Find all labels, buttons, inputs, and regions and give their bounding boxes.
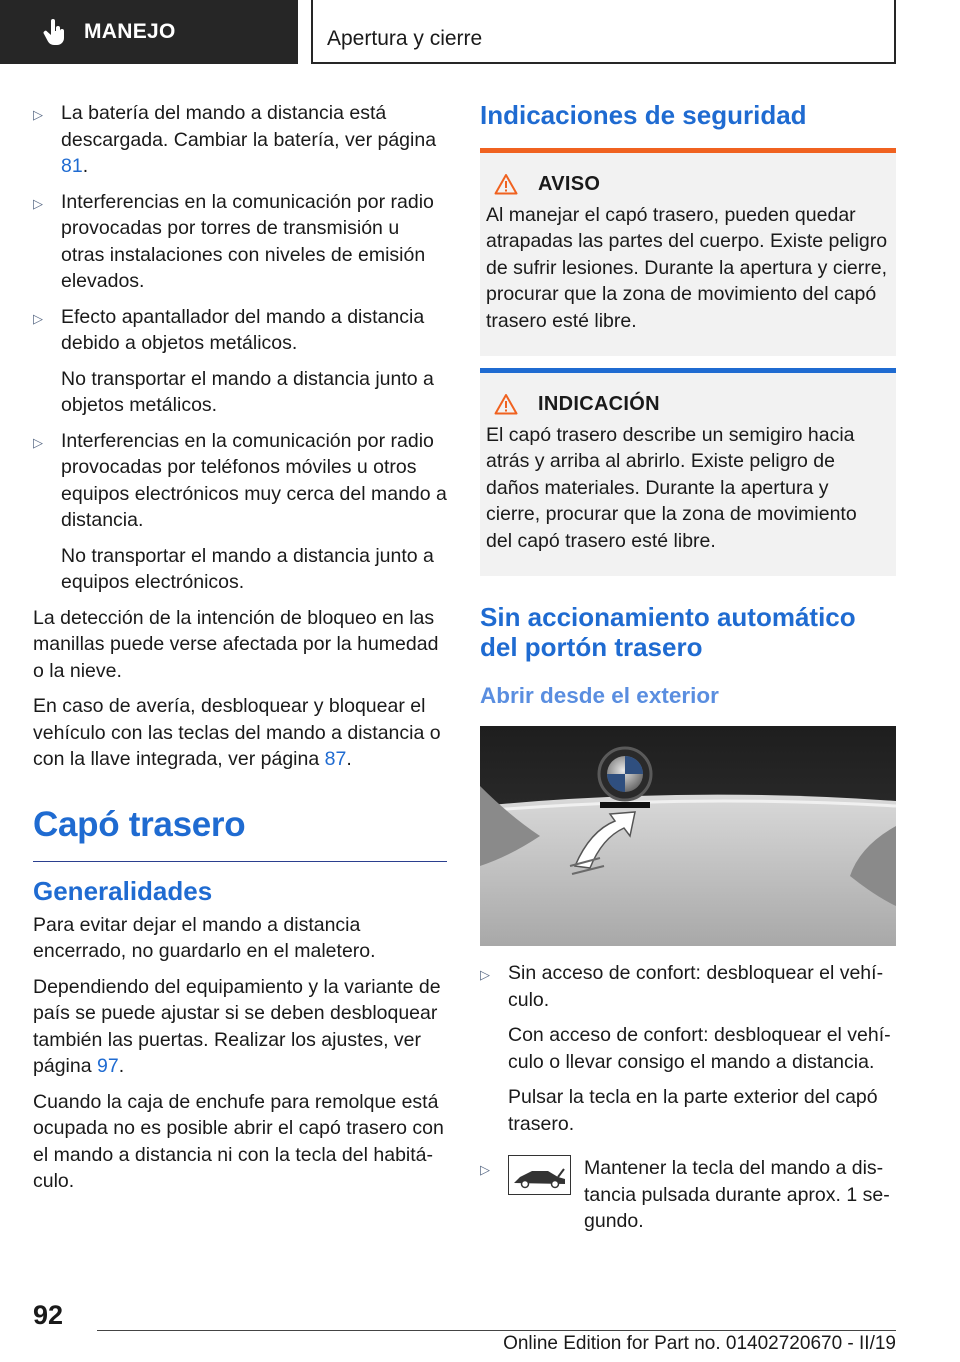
warning-triangle-icon [494, 393, 518, 415]
triangle-bullet-icon: ▷ [480, 1162, 490, 1177]
left-column [33, 100, 447, 1204]
page-number: 92 [33, 1300, 64, 1330]
list-item: ▷ Mantener la tecla del mando a distancia pulsada durante aprox. 1 segundo. [480, 1155, 896, 1235]
list-item: ▷ Interferencias en la comunicación por radio provocadas por teléfonos móviles u otros equipos electrónicos muy cerca del mando a distancia. No transportar el mando a distancia junto a equipos electrónicos. [33, 428, 447, 596]
subsection-heading: Sin accionamiento automático del portón trasero [480, 602, 856, 662]
triangle-bullet-icon: ▷ [480, 967, 490, 982]
warning-title: AVISO [538, 173, 601, 195]
triangle-bullet-icon: ▷ [33, 434, 43, 450]
subsection-heading: Indicaciones de seguridad [480, 100, 807, 130]
chapter-frame [311, 0, 896, 64]
notice-box [480, 373, 896, 576]
section-tab [0, 0, 298, 64]
notice-title: INDICACIÓN [538, 393, 660, 415]
footer-edition: Online Edition for Part no. 01402720670 - II/19 [503, 1333, 896, 1354]
right-column [480, 100, 896, 1244]
warning-text: Al manejar el capó trasero, pueden quedar atrapadas las partes del cuerpo. Existe peligro de sufrir lesiones. Durante la apertura y cierre, procurar que la zona de movimiento del capó trasero esté libre. [486, 203, 888, 332]
list-item: ▷ Interferencias en la comunicación por radio provocadas por torres de transmisión u otras instalaciones con niveles de emisión elevados. [33, 189, 447, 295]
tailgate-photo [480, 726, 896, 946]
page-link[interactable]: 81 [61, 155, 83, 177]
section-title: MANEJO [84, 20, 176, 43]
hand-touch-icon [40, 17, 70, 47]
heading-rule [33, 861, 447, 862]
page-link[interactable]: 87 [324, 748, 347, 770]
triangle-bullet-icon: ▷ [33, 195, 43, 211]
footer-rule [97, 1330, 896, 1331]
minor-heading: Abrir desde el exterior [480, 683, 719, 708]
list-item: ▷ Sin acceso de confort: desbloquear el vehículo. Con acceso de confort: desbloquear el vehículo o llevar consigo el mando a distancia. Pulsar la tecla en la parte exterior del capó trasero. [480, 960, 896, 1137]
notice-text: El capó trasero describe un semigiro hacia atrás y arriba al abrirlo. Existe peligro de daños materiales. Durante la apertura y cierre, procurar que la zona de movimiento del capó trasero esté libre. [486, 423, 857, 552]
body-paragraph: Dependiendo del equipamiento y la variante de país se puede ajustar si se deben desbloquear también las puertas. Realizar los ajustes, ver página 97. [33, 975, 441, 1077]
chapter-title: Apertura y cierre [327, 27, 483, 50]
triangle-bullet-icon: ▷ [33, 107, 43, 122]
body-paragraph: La detección de la intención de bloqueo en las manillas puede verse afectada por la humedad o la nieve. [33, 606, 439, 682]
list-item: ▷ La batería del mando a distancia está descargada. Cambiar la batería, ver página 81. [33, 100, 447, 180]
body-paragraph: Cuando la caja de enchufe para remolque está ocupada no es posible abrir el capó trasero con el mando a distancia ni con la tecla del habitáculo. [33, 1090, 444, 1192]
page-link[interactable]: 97 [96, 1055, 119, 1077]
body-paragraph: En caso de avería, desbloquear y bloquear el vehículo con las teclas del mando a distancia o con la llave integrada, ver página 87. [33, 695, 441, 770]
warning-box [480, 153, 896, 356]
list-item: ▷ Efecto apantallador del mando a distancia debido a objetos metálicos. No transportar el mando a distancia junto a objetos metálicos. [33, 304, 447, 419]
subsection-heading: Generalidades [33, 875, 213, 906]
section-heading: Capó trasero [33, 804, 246, 844]
tailgate-button-icon [508, 1155, 571, 1195]
body-paragraph: Para evitar dejar el mando a distancia encerrado, no guardarlo en el maletero. [33, 913, 376, 962]
warning-triangle-icon [494, 173, 518, 195]
triangle-bullet-icon: ▷ [33, 310, 43, 326]
